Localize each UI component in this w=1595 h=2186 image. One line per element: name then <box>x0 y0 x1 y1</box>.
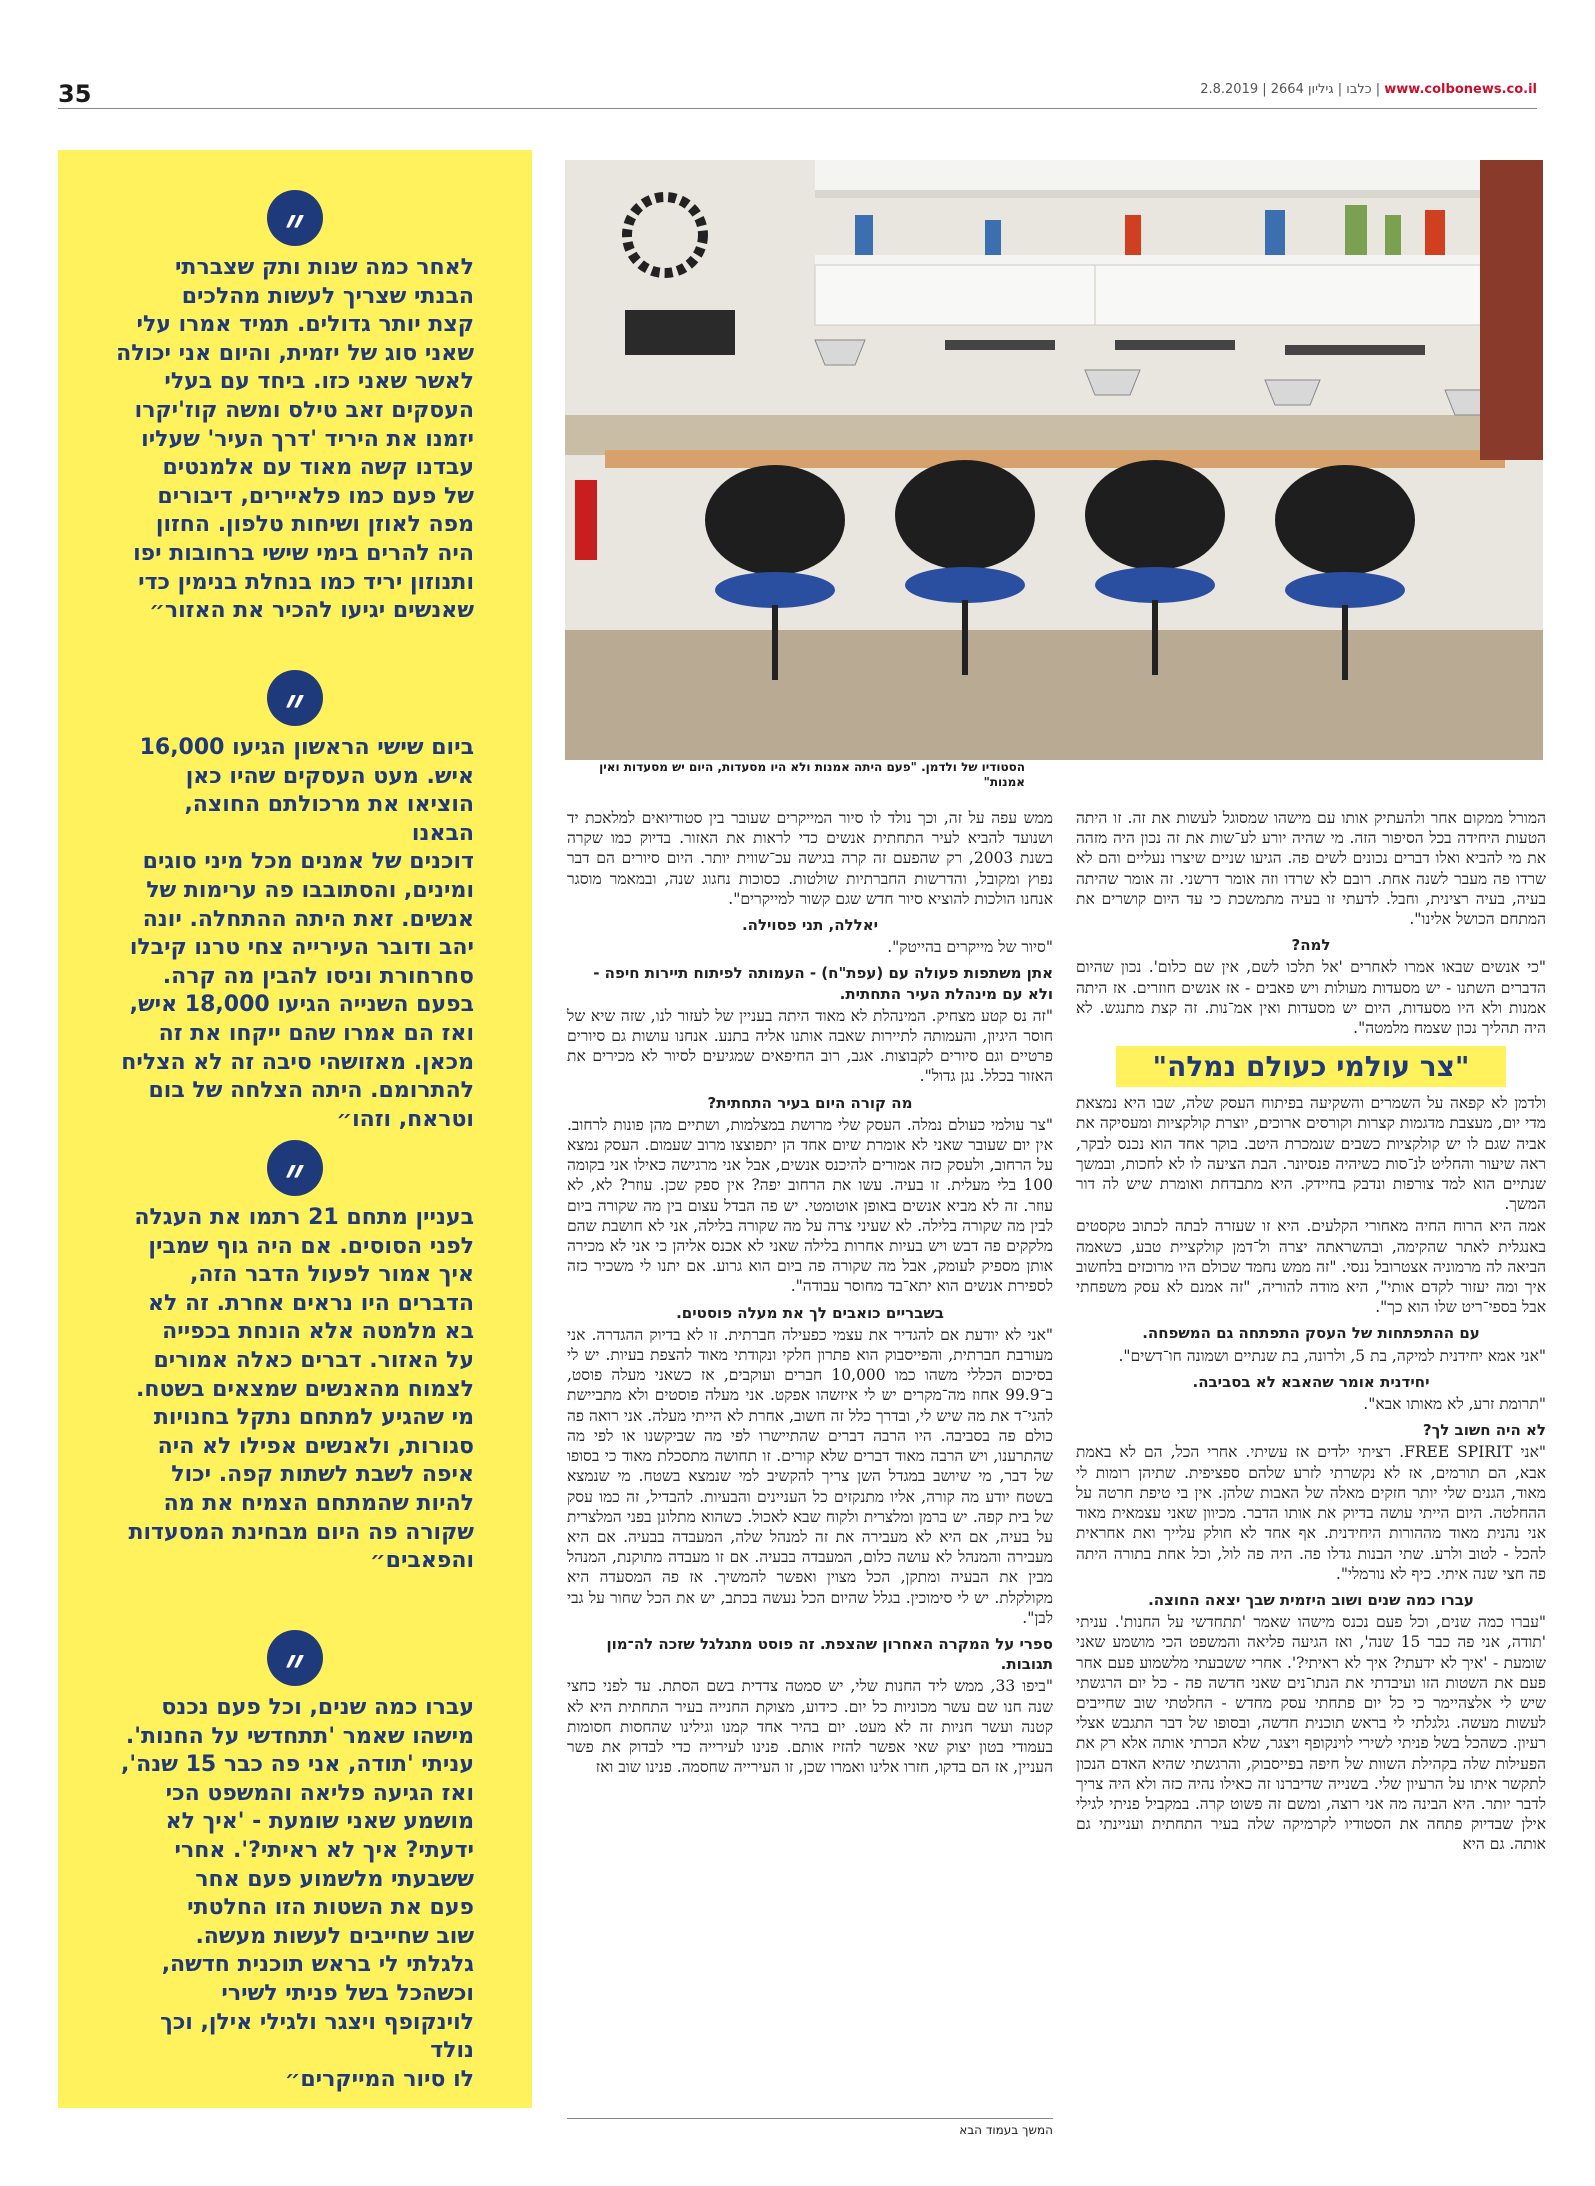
paragraph: "עברו כמה שנים, וכל פעם נכנס מישהו שאמר 'תתחדשי על החנות'. עניתי 'תודה, אני פה כבר 15 שנה', ואז הגיעה פליאה והמשפט הכי מושמע שאני שומעת - 'איך לא ידעתי? איך לא ראיתי?'. אחרי ששבעתי מלשמוע פעם אחר פעם את השטות הזו ועיבדתי את הנתו־נים שאני חדשה פה - כל יום הרגשתי שיש לי אלצהיימר כי כל יום פתחתי עסק מחדש - החלטתי שוב שחייבים לעשות מעשה. גלגלתי לי בראש תוכנית חדשה, ובסופו של דבר התגבש אצלי רעיון. כשהכל בשל פניתי לשירי לוינקופף ויצגר, שלא הכרתי אותה אלא רק את הפעילות שלה בקהילת השוות של חיפה בפייסבוק, והרגשתי שהיא האדם הנכון לתקשר איתו על הרעיון שלי. בשנייה שדיברנו זה כאילו נהיה כזה ולא היה צריך לדבר יותר. היא הבינה מה אני רוצה, ומשם זה פשוט קרה. במקביל פניתי לגילי אילן שבדיוק פתחה את הסטודיו לקרמיקה שלה בעיר התחתית ועניינתי גם אותה. גם היא <box>1076 1613 1546 1854</box>
paragraph: ממש עפה על זה, וכך נולד לו סיור המייקרים שעובר בין סטודיואים למלאכת יד ושנועד להביא לעיר התחתית אנשים כדי לראות את האזור. בדיוק כמו שקרה בשנת 2003, רק שהפעם זה קרה בגישה עכ־שווית יותר. היום סיורים הם דבר נפוץ ומקובל, והדרשות החברתיות שולטות. כסוכות נחגוג שנה, ובמאמר מוסגר אנחנו הולכות להוציא סיור חדש שגם קשור למייקרים". <box>567 809 1053 908</box>
quote-mark-icon: ״ <box>267 1630 323 1686</box>
interview-question: לא היה חשוב לך? <box>1422 1421 1546 1440</box>
quote-mark-icon: ״ <box>267 1140 323 1196</box>
interview-question: עם ההתפתחות של העסק התפתחה גם המשפחה. <box>1142 1324 1480 1343</box>
quote-mark-icon: ״ <box>267 670 323 726</box>
interview-question: למה? <box>1291 936 1331 955</box>
brand-name: כלבו <box>1346 82 1372 97</box>
pull-quote <box>116 190 474 670</box>
paragraph: המורל ממקום אחר ולהעתיק אותו עם מישהו שמסוגל לעשות את זה. זו היתה הטעות היחידה בכל הסיפור הזה. מי שהיה יורע לע־שות את זה נכון היה מזהה את מי להביא ואלו דברים נכונים לשים פה. הגיעו שניים שיצרו נעליים והם לא שרדו פה מעבר לשנה אחת. רובם לא שרדו וזה אומר דרשני. זה אומר שהיתה בעיה, בעיה רצינית, וחבל. לדעתי זו בעיה מתמשכת כי עד היום קושרים את המתחם הכושל אלינו". <box>1076 809 1546 929</box>
continued-note: המשך בעמוד הבא <box>567 2118 1053 2137</box>
pull-quote-text: בעניין מתחם 21 רתמו את העגלה לפני הסוסים. אם היה גוף שמבין איך אמור לפעול הדבר הזה, הדברים היו נראים אחרת. זה לא בא מלמטה אלא הונחת בכפייה על האזור. דברים כאלה אמורים לצמוח מהאנשים שמצאים בשטח. מי שהגיע למתחם נתקל בחנויות סגורות, ולאנשים אפילו לא היה איפה לשבת לשתות קפה. יכול להיות שהמתחם הצמיח את מה שקורה פה היום מבחינת המסעדות והפאבים״ <box>128 1205 474 1574</box>
interview-question: יאללה, תני פסוילה. <box>741 916 879 935</box>
paragraph: "אני לא יודעת אם להגדיר את עצמי כפעילה חברתית. זו לא בדיוק ההגדרה. אני מעורבת חברתית, והפייסבוק הוא פתרון חלקי ונקודתי מאוד להצפת בעיות. יש לי בסיכום הכללי משהו כמו 10,000 חברים ועוקבים, אז כשאני מעלה פוסט, ב־99.9 אחוז מה־מקרים יש לי איזשהו אפקט. אני מעלה פוסטים ולא מתביישת להגי־ד את מה שיש לי, ובדרך כלל זה חשוב, אחרת לא הייתי מעלה. אני רואה פה כולם פה בסביבה. היו הרבה דברים שהתיישרו לפי מה שביקשנו או לפי מה שהתרענו, ויש הרבה מאוד דברים שלא קורים. זו תחושה מתסכלת מאוד כי בסופו של דבר, מי שיושב במגדל השן צריך להקשיב למי שנמצא בשטח. מי שנמצא בשטח יודע מה קורה, אליו מתנקזים כל העניינים והבעיות. להבדיל, זה כמו עסק של בית קפה. יש ברמן ומלצרית ולקוח שבא לאכול. כשהוא מתלונן בפני המלצרית על בעיה, אם היא לא מעבירה את זה למנהל שלה, המעבדה בבעיה. אם היא מעבירה והמנהל לא עושה כלום, המעבדה בבעיה. אם זו מעבדה מתוקנת, המנהל מבין את הבעיה ומתקן, הכל מצוין ואפשר להמשיך. אז פה המסעדה היא מקולקלת. יש לי סימוכין. בגלל שהיום הכל נעשה בכתב, יש את הכל שחור על גבי לבן". <box>567 1325 1053 1627</box>
paragraph: אמה היא הרוח החיה מאחורי הקלעים. היא זו שעזרה לבתה לכתוב טקסטים באנגלית לאתר שהקימה, ובהשראתה יצרה ול־דמן קולקציית טבע, כשאמה הביאה לה מרמוניה אצטרובל ננסי. "זה ממש נחמד שכולם היו מרוכזים בלחשוב איך ומה יעזור לקדם אותי", היא מודה להוריה, "זה אמנם לא עסק משפחתי אבל בספי־ריט שלו הוא כך". <box>1076 1217 1546 1317</box>
pull-quote <box>116 1140 474 1630</box>
paragraph: "אני אמא יחידנית למיקה, בת 5, ולרונה, בת שנתיים ושמונה חו־דשים". <box>1118 1346 1546 1365</box>
interview-question: ספרי על המקרה האחרון שהצפת. זה פוסט מתגלגל שזכה לה־מון תגובות. <box>606 1634 1053 1674</box>
interview-question: עברו כמה שנים ושוב היזמית שבך יצאה החוצה. <box>1148 1590 1474 1609</box>
page-number: 35 <box>58 80 92 108</box>
header-rule <box>58 108 1537 109</box>
pull-quotes-sidebar <box>58 150 532 2108</box>
paragraph: "כי אנשים שבאו אמרו לאחרים 'אל תלכו לשם, אין שם כלום'. נכון שהיום הדברים השתנו - יש מסעדות מעולות ויש פאבים - אז אנשים חוזרים. אז היתה אמנות ולא היו מסעדות, היום יש מסעדות ואין אמ־נות. זה קצת מתנגש. לא היה תהליך נכון שצמח מלמטה". <box>1076 958 1546 1038</box>
section-heading: "צר עולמי כעולם נמלה" <box>1116 1046 1506 1087</box>
paragraph: "זה נס קטע מצחיק. המינהלת לא מאוד היתה בעניין של לעזור לנו, שזה שיא של חוסר היגיון, והעמותה לתיירות שאבה אותנו אליה בתנע. אנחנו עושות גם סיורים פרטיים וגם סיורים לקבוצות. אגב, רוב החיפאים שמגיעים לסיור לא מכירים את האזור בכלל. נגן גדול". <box>567 1006 1053 1086</box>
issue-date: 2.8.2019 <box>1200 82 1259 97</box>
paragraph: "אני FREE SPIRIT. רציתי ילדים אז עשיתי. אחרי הכל, הם לא באמת אבא, הם תורמים, אז לא נקשרתי לזרע שלהם ספציפית. שתיהן רומות לי מאוד, הגנים שלי יותר חזקים מאלה של האבות שלהן. אין בי טיפת חרטה על ההחלטה. היום הייתי עושה בדיוק את אותו הדבר. מכיוון שאני עצמאית מאוד אני נהנית מאוד מההורות היחידנית. אף אחד לא חולק עלייך ואת אחראית להכל - לטוב ולרע. שתי הבנות גדלו פה. היה פה לול, וכל אחת בתורה היתה פה חצי שנה איתי. כיף לא נורמלי". <box>1076 1443 1546 1583</box>
pull-quote-text: לאחר כמה שנות ותק שצברתי הבנתי שצריך לעשות מהלכים קצת יותר גדולים. תמיד אמרו עלי שאני סוג של יזמית, והיום אני יכולה לאשר שאני כזו. ביחד עם בעלי העסקים זאב טילס ומשה קוז'יקרו יזמנו את היריד 'דרך העיר' שעליו עבדנו קשה מאוד עם אלמנטים של פעם כמו פלאיירים, דיבורים מפה לאוזן ושיחות טלפון. החזון היה להרים בימי שישי ברחובות יפו ותנוזון יריד כמו בנחלת בנימין כדי שאנשים יגיעו להכיר את האזור״ <box>116 255 474 624</box>
separator: | <box>1258 82 1267 97</box>
article-column-right <box>1076 808 1546 2138</box>
paragraph: "ביפו 33, ממש ליד החנות שלי, יש סמטה צדדית בשם הסתת. עד לפני כחצי שנה חנו שם עשר מכוניות כל יום. כידוע, מצוקת החנייה בעיר התחתית היא לא קטנה ועשר חניות זה לא מעט. יום בהיר אחד קמנו וגילינו שהחסות חסומות בעמודי בטון יצוק שאי אפשר להזיז אותם. פנינו לעירייה כדי לבדוק את פשר העניין, אז הם בדקו, חזרו אלינו ואמרו שכן, זו העירייה שחסמה. פנינו שוב ואז <box>567 1677 1053 1777</box>
separator: | <box>1371 82 1381 97</box>
studio-photo <box>565 160 1543 760</box>
interview-question: מה קורה היום בעיר התחתית? <box>707 1093 913 1112</box>
pull-quote-text: ביום שישי הראשון הגיעו 16,000 איש. מעט העסקים שהיו כאן הוציאו את מרכולתם החוצה, הבאנו דוכנים של אמנים מכל מיני סוגים ומינים, והסתובבו פה ערימות של אנשים. זאת היתה ההתחלה. יונה יהב ודובר העירייה צחי טרנו קיבלו סחרחורת וניסו להבין מה קרה. בפעם השנייה הגיעו 18,000 איש, ואז הם אמרו שהם ייקחו את זה מכאן. מאזושהי סיבה זה לא הצליח להתרומם. היתה הצלחה של בום וטראח, וזהו״ <box>121 735 474 1132</box>
separator: | <box>1333 82 1343 97</box>
paragraph: "צר עולמי כעולם נמלה. העסק שלי מרושת במצלמות, ושתיים מהן פונות לרחוב. אין יום שעובר שאני לא אומרת שיום אחד הן יתפוצצו מרוב שעמום. העסק נמצא על הרחוב, ולעסק כזה אמורים להיכנס אנשים, אבל אני מרגישה כאילו אני בקומה 100 בלי מעלית. זו בעיה. עשו את הרחוב יפה? אין ספק שכן. עוזר? לא, לא עוזר. זה לא מביא אנשים באופן אוטומטי. יש פה הבדל עצום בין מה שקורה ביום לבין מה שקורה בלילה. לא שעיני צרה על מה שקורה בלילה, אני לא חושבת שהם מלקקים פה דבש ויש בעיות אחרות בלילה שאני לא אכנס אליהן כי אני לא מכירה אותן מספיק לעומק, אבל מה שקורה פה ביום הוא גרוע. אם יתנו לי משכיר כזה לספירת אנשים הוא יתא־בד מחוסר עבודה". <box>567 1115 1053 1296</box>
issue-number: גיליון 2664 <box>1270 82 1334 97</box>
paragraph: "סיור של מייקרים בהייטק". <box>887 938 1053 957</box>
pull-quote <box>116 670 474 1140</box>
photo-caption: הסטודיו של ולדמן. "פעם היתה אמנות ולא היו מסעדות, היום יש מסעדות ואין אמנות" <box>599 760 1025 789</box>
paragraph: "תרומת זרע, לא מאותו אבא". <box>1363 1395 1546 1414</box>
site-url[interactable]: www.colbonews.co.il <box>1384 82 1537 97</box>
paragraph: ולדמן לא קפאה על השמרים והשקיעה בפיתוח העסק שלה, שבו היא נמצאת מדי יום, מעצבת מדגמות קצרות וקורסים ארוכים, יוצרת קולקציות ומעסיקה את אביה שגם לו יש קולקציות כשבים שנמכרת היטב. בוקר אחד הוא נכנס לבקר, ראה שיעור והחליט לנ־סות כשיהיה פנסיונר. הבת הציעה לו לא לחכות, ובמשך שנתיים הוא למד צורפות ונדבק בחיידק. היא מתבדחת ואומרת שיש לה דור המשך. <box>1076 1094 1546 1214</box>
pull-quote-text: עברו כמה שנים, וכל פעם נכנס מישהו שאמר 'תתחדשי על החנות'. עניתי 'תודה, אני פה כבר 15 שנה', ואז הגיעה פליאה והמשפט הכי מושמע שאני שומעת - 'איך לא ידעתי? איך לא ראיתי?'. אחרי ששבעתי מלשמוע פעם אחר פעם את השטות הזו החלטתי שוב שחייבים לעשות מעשה. גלגלתי לי בראש תוכנית חדשה, וכשהכל בשל פניתי לשירי לוינקופף ויצגר ולגילי אילן, וכך נולד לו סיור המייקרים״ <box>121 1695 474 2092</box>
studio-illustration <box>565 160 1543 760</box>
quote-mark-icon: ״ <box>267 190 323 246</box>
interview-question: אתן משתפות פעולה עם (עפת"ח) - העמותה לפיתוח תיירות חיפה - ולא עם מינהלת העיר התחתית. <box>593 964 1053 1003</box>
article-column-left <box>567 808 1053 2108</box>
pull-quote <box>116 1630 474 2094</box>
interview-question: בשבריים כואבים לך את מעלה פוסטים. <box>676 1303 944 1322</box>
interview-question: יחידנית אומר שהאבא לא בסביבה. <box>1192 1372 1430 1391</box>
masthead-meta <box>1200 82 1537 97</box>
